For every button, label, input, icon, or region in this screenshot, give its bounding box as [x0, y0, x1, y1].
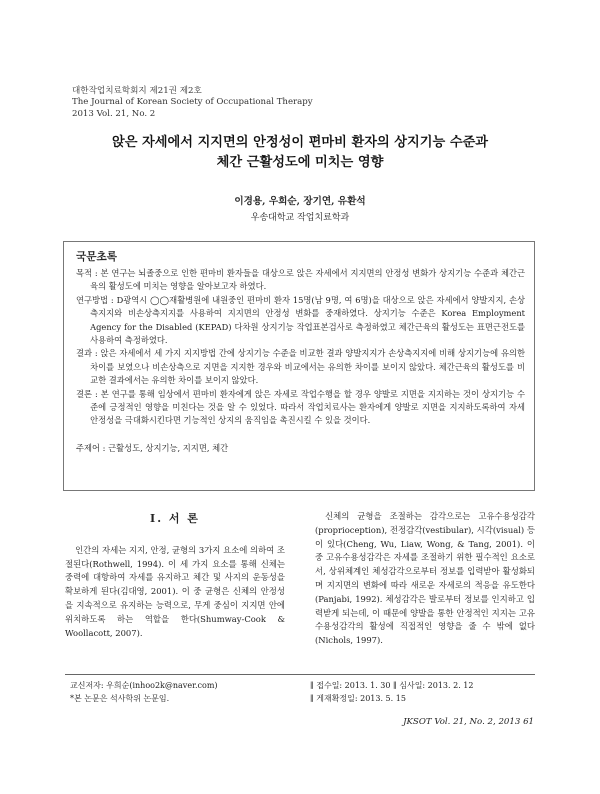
section-title-introduction: Ⅰ. 서 론 — [150, 512, 200, 525]
thesis-note: *본 논문은 석사학위 논문임. — [70, 693, 170, 703]
intro-paragraph-2: 신체의 균형을 조절하는 감각으로는 고유수용성감각(proprioception), 전정감각(vestibular), 시각(visual) 등이 있다(Cheng, Wu, Liaw, Wong, & Tang, 2001). 이 중 고유수용성감각은 자세를 조절하기 위한 필수적인 요소로서, 상위체계인 체성감각으로부터 정보를 입력받아 활성화되며 지지면의 변화에 따라 새로운 자세로의 적응을 유도한다(Panjabi, 1992). 체성감각은 발로부터 정보를 인지하고 입력받게 되는데, 이 때문에 양발을 통한 안정적인 지지는 고유수용성감각의 활성에 직접적인 영향을 줄 수 밖에 없다(Nichols, 1997). — [315, 511, 535, 646]
body-column-left — [65, 510, 285, 640]
paper-title — [0, 133, 600, 173]
paper-title-line-2: 체간 근활성도에 미치는 영향 — [216, 155, 384, 170]
journal-header — [72, 86, 313, 120]
accepted-date: ∥ 게재확정일: 2013. 5. 15 — [310, 693, 406, 703]
abstract-methods: 연구방법 : D광역시 ◯◯재활병원에 내원중인 편마비 환자 15명(남 9명, 여 6명)을 대상으로 앉은 자세에서 양발지지, 손상측지지와 비손상측지지를 사용하여 지지면의 안정성 변화를 중재하였다. 상지기능 수준은 Korea Employment Agency for the Disabled (KEPAD) 다차원 상지기능 작업표본검사로 측정하였고 체간근육의 활성도는 표면근전도를 사용하여 측정하였다. — [76, 294, 525, 346]
abstract-heading: 국문초록 — [76, 251, 117, 263]
intro-paragraph-1: 인간의 자세는 지지, 안정, 균형의 3가지 요소에 의하여 조절된다(Rothwell, 1994). 이 세 가지 요소를 통해 신체는 중력에 대항하여 자세를 유지하고 체간 및 사지의 운동성을 확보하게 된다(김대영, 2001). 이 중 균형은 신체의 안정성을 지속적으로 유지하는 능력으로, 무게 중심이 지지면 안에 위치하도록 하는 역할을 한다(Shumway-Cook & Woollacott, 2007). — [65, 544, 286, 638]
body-column-right — [315, 510, 535, 648]
abstract-results: 결과 : 앉은 자세에서 세 가지 지지방법 간에 상지기능 수준을 비교한 결과 양발지지가 손상측지지에 비해 상지기능에 유의한 차이를 보였으나 비손상측으로 지면을 지지한 경우와 비교에서는 유의한 차이를 보이지 않았다. 체간근육의 활성도를 비교한 결과에서는 유의한 차이를 보이지 않았다. — [76, 348, 525, 386]
paper-title-line-1: 앉은 자세에서 지지면의 안정성이 편마비 환자의 상지기능 수준과 — [111, 135, 489, 150]
page-info: JKSOT Vol. 21, No. 2, 2013 61 — [403, 717, 534, 727]
authors: 이경용, 우희순, 장기연, 유환석 — [234, 196, 366, 207]
affiliation: 우송대학교 작업치료학과 — [250, 213, 350, 223]
footnote-right — [310, 680, 473, 706]
footnote-left — [70, 680, 218, 706]
abstract-conclusion: 결론 : 본 연구를 통해 임상에서 편마비 환자에게 앉은 자세로 작업수행을 할 경우 양발로 지면을 지지하는 것이 상지기능 수준에 긍정적인 영향을 미친다는 것을 알 수 있었다. 따라서 작업치료사는 환자에게 양발로 지면을 지지하도록하여 자세 안정성을 극대화시킨다면 기능적인 상지의 움직임을 촉진시킬 수 있을 것이다. — [76, 388, 525, 426]
journal-name-english: The Journal of Korean Society of Occupational Therapy — [72, 97, 313, 108]
abstract-purpose: 목적 : 본 연구는 뇌졸중으로 인한 편마비 환자들을 대상으로 앉은 자세에서 지지면의 안정성 변화가 상지기능 수준과 체간근육의 활성도에 미치는 영향을 알아보고자 하였다. — [76, 268, 525, 292]
abstract-keywords: 주제어 : 근활성도, 상지기능, 지지면, 체간 — [76, 442, 229, 453]
abstract-box — [63, 241, 535, 491]
footnote-divider — [65, 674, 535, 675]
received-dates: ∥ 접수일: 2013. 1. 30 ∥ 심사일: 2013. 2. 12 — [310, 681, 474, 690]
journal-volume: 2013 Vol. 21, No. 2 — [72, 108, 156, 119]
journal-name-korean: 대한작업치료학회지 제21권 제2호 — [72, 86, 202, 96]
corresponding-author: 교신저자: 우희순(inhoo2k@naver.com) — [70, 681, 218, 690]
